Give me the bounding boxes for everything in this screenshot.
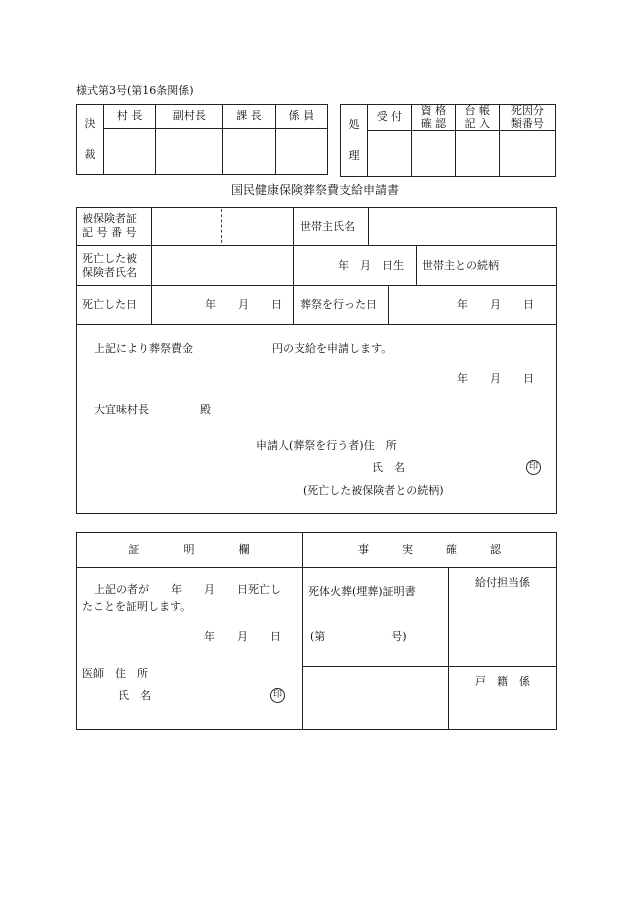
insured-id-symbol-field[interactable] — [152, 208, 221, 244]
addressee: 大宜味村長 — [94, 403, 149, 416]
approval-stamp-cell[interactable] — [275, 129, 327, 175]
approval-table — [76, 104, 328, 175]
deceased-name-label: 死亡した被 保険者氏名 — [82, 252, 137, 280]
registry-staff-label: 戸 籍 係 — [475, 675, 530, 688]
death-date-value[interactable]: 年 月 日 — [205, 298, 282, 311]
processing-header-reception: 受 付 — [368, 105, 412, 131]
processing-stamp-cell[interactable] — [499, 131, 555, 177]
doctor-seal-icon: 印 — [270, 688, 285, 703]
certificate-date[interactable]: 年 月 日 — [204, 630, 281, 643]
applicant-address-label: 申請人(葬祭を行う者)住 所 — [256, 439, 397, 452]
approval-header-village-head: 村 長 — [104, 105, 156, 129]
relation-note: (死亡した被保険者との続柄) — [303, 484, 444, 497]
approval-header-staff: 係 員 — [275, 105, 327, 129]
certificate-header: 証 明 欄 — [128, 543, 250, 556]
approval-stamp-cell[interactable] — [104, 129, 156, 175]
funeral-date-value[interactable]: 年 月 日 — [457, 298, 534, 311]
fact-check-header: 事 実 確 認 — [358, 543, 501, 556]
insured-id-label: 被保険者証 記 号 番 号 — [82, 212, 137, 240]
processing-side-top: 処 — [348, 118, 360, 131]
approval-stamp-cell[interactable] — [223, 129, 275, 175]
approval-stamp-cell[interactable] — [156, 129, 223, 175]
form-title: 国民健康保険葬祭費支給申請書 — [230, 183, 399, 197]
applicant-seal-icon: 印 — [526, 460, 541, 475]
approval-header-deputy-head: 副村長 — [156, 105, 223, 129]
certificate-statement-line2: たことを証明します。 — [82, 600, 192, 613]
processing-stamp-cell[interactable] — [411, 131, 455, 177]
application-box — [76, 207, 557, 514]
form-label: 様式第3号(第16条関係) — [76, 84, 194, 97]
processing-stamp-cell[interactable] — [455, 131, 499, 177]
benefits-staff-label: 給付担当係 — [475, 576, 530, 589]
processing-stamp-cell[interactable] — [368, 131, 412, 177]
cremation-certificate-label: 死体火葬(埋葬)証明書 — [308, 585, 416, 598]
household-head-label: 世帯主氏名 — [300, 220, 355, 233]
certificate-number-label[interactable]: (第 号) — [310, 630, 407, 643]
processing-header-ledger: 台 帳 記 入 — [455, 105, 499, 131]
processing-header-cause-code: 死因分 類番号 — [499, 105, 555, 131]
approval-header-section-chief: 課 長 — [223, 105, 275, 129]
statement-part1: 上記により葬祭費金 — [94, 342, 193, 355]
funeral-date-label: 葬祭を行った日 — [300, 298, 377, 311]
addressee-honorific: 殿 — [200, 403, 211, 416]
application-date[interactable]: 年 月 日 — [457, 372, 534, 385]
approval-side-label — [77, 105, 104, 175]
processing-header-eligibility: 資 格 確 認 — [411, 105, 455, 131]
death-date-label: 死亡した日 — [82, 298, 137, 311]
processing-side-bottom: 理 — [348, 148, 360, 162]
processing-side-label — [341, 105, 368, 177]
doctor-address-label: 医師 住 所 — [82, 667, 148, 680]
doctor-name-label: 氏 名 — [118, 689, 151, 702]
processing-table — [340, 104, 556, 177]
insured-id-number-field[interactable] — [222, 208, 292, 244]
relation-label: 世帯主との続柄 — [422, 259, 499, 272]
deceased-name-field[interactable] — [152, 246, 292, 284]
approval-side-bottom: 裁 — [84, 147, 96, 161]
applicant-name-label: 氏 名 — [372, 461, 405, 474]
birth-date-label: 年 月 日生 — [338, 259, 404, 272]
approval-side-top: 決 — [84, 116, 96, 130]
certificate-statement-line1: 上記の者が 年 月 日死亡し — [94, 583, 281, 596]
statement-part2: 円の支給を申請します。 — [272, 342, 393, 355]
household-head-name-field[interactable] — [369, 208, 556, 244]
